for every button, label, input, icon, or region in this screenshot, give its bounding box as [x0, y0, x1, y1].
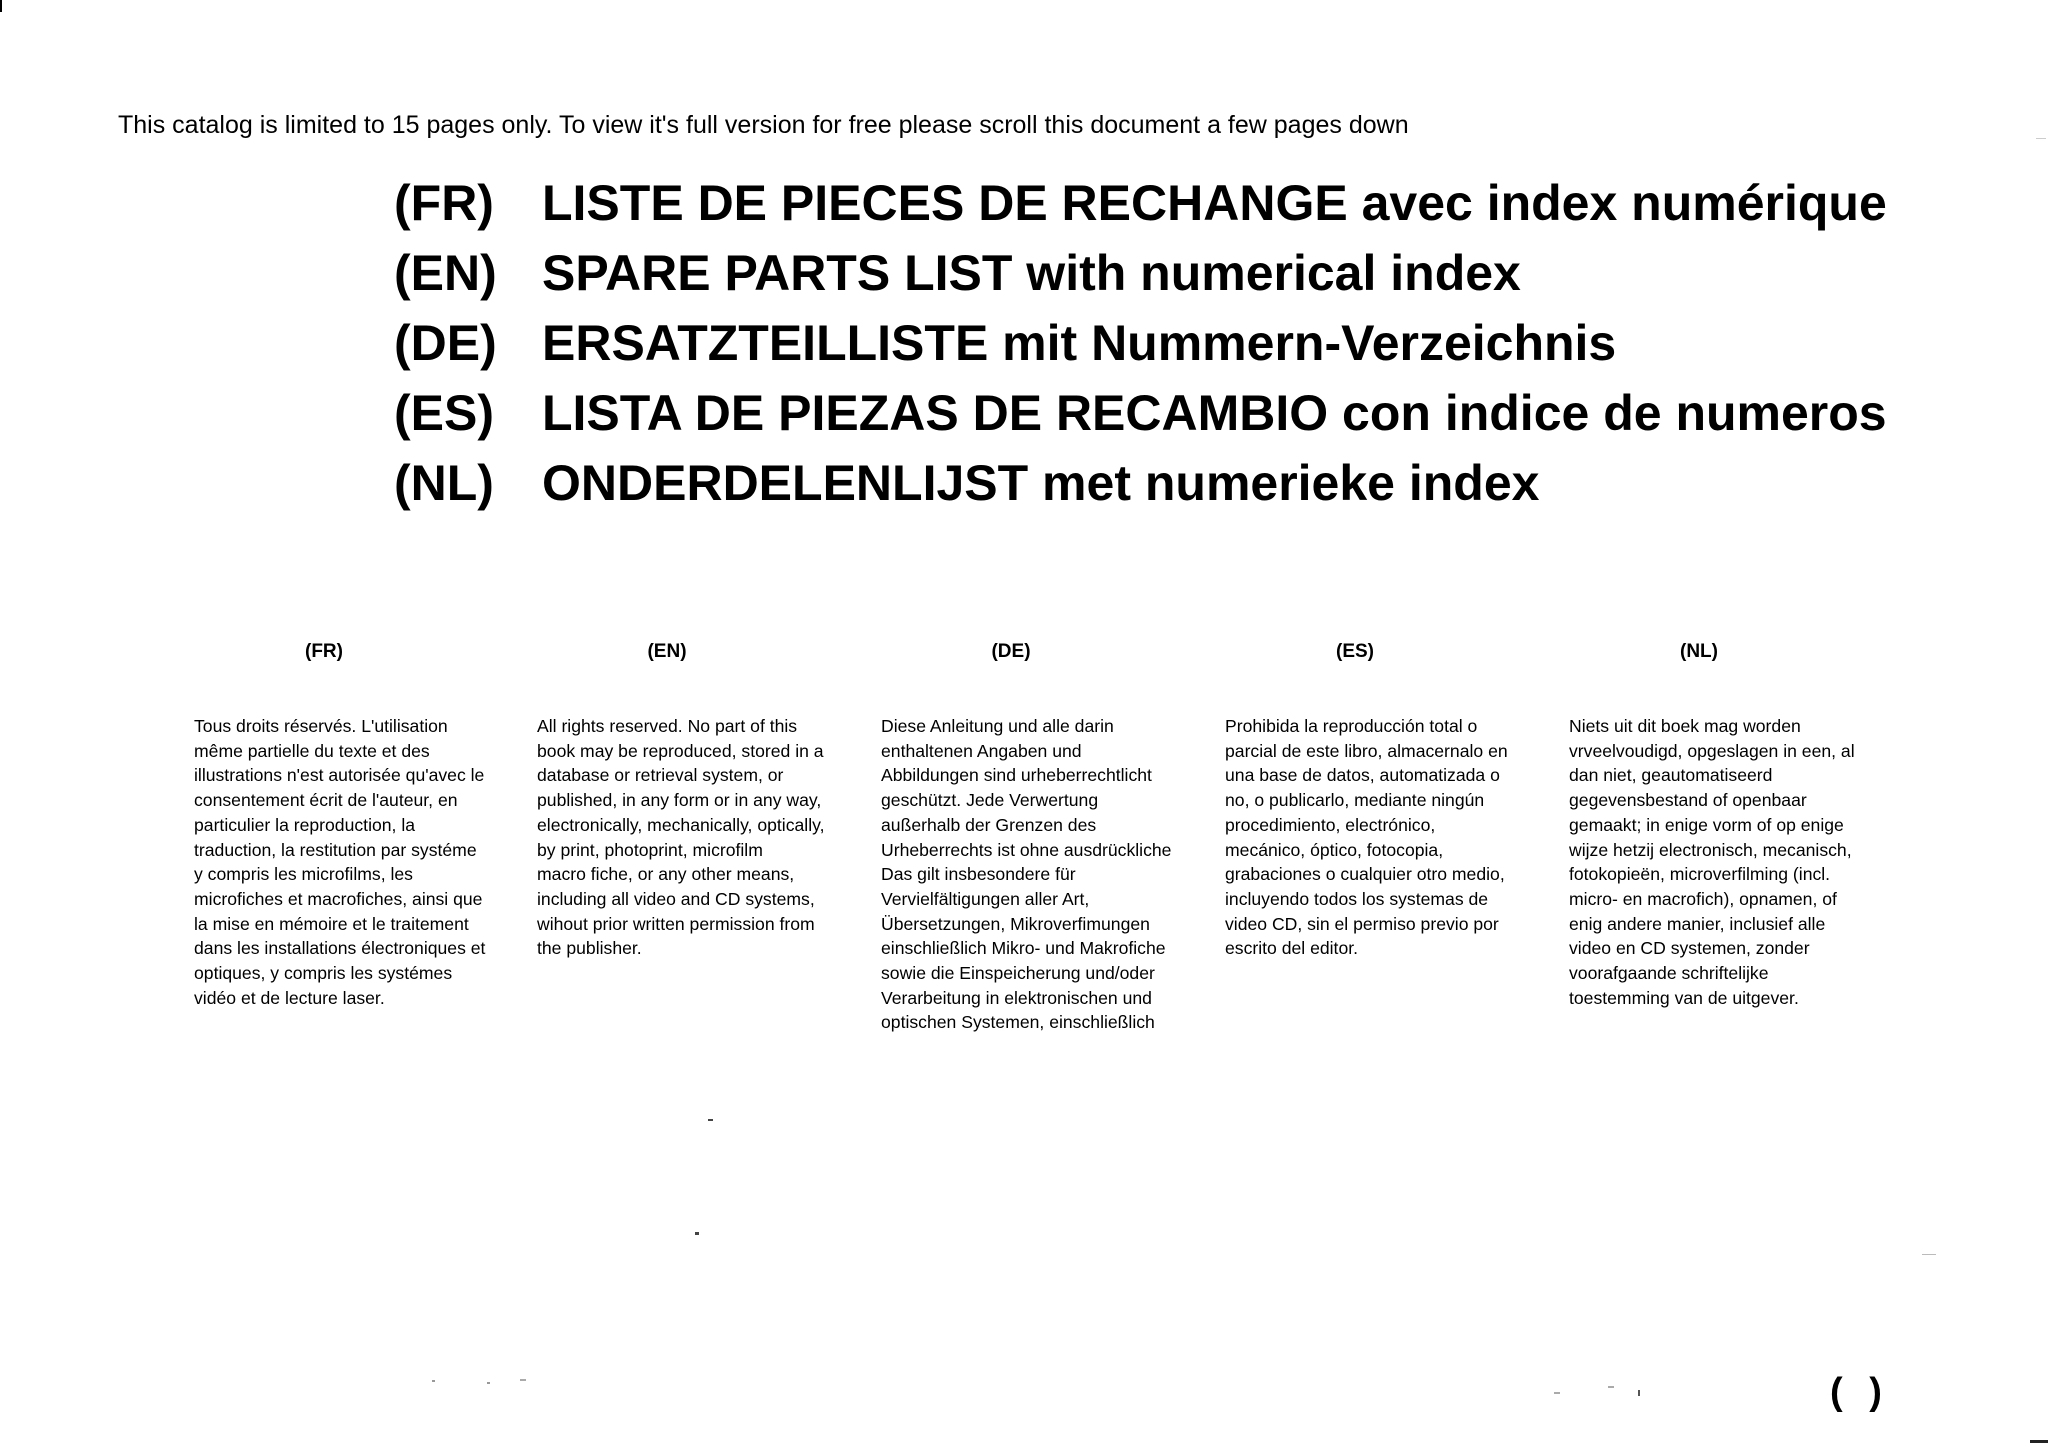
title-language-code: (DE)	[394, 315, 497, 371]
title-language-code: (FR)	[394, 175, 494, 231]
title-row-nl	[394, 450, 1994, 520]
column-language-heading: (NL)	[1680, 641, 1718, 662]
copyright-column-nl	[1569, 640, 1889, 1010]
title-text: ERSATZTEILLISTE mit Nummern-Verzeichnis	[542, 315, 1617, 371]
column-language-heading: (EN)	[647, 641, 687, 662]
column-language-heading: (FR)	[305, 641, 343, 662]
title-row-es	[394, 380, 1994, 450]
scan-speck	[432, 1380, 435, 1382]
scan-speck	[1608, 1386, 1614, 1388]
scan-speck	[2036, 138, 2046, 139]
title-row-en	[394, 240, 1994, 310]
title-language-code: (NL)	[394, 455, 494, 511]
scan-speck	[708, 1119, 713, 1121]
scan-speck	[1638, 1390, 1640, 1396]
scan-speck	[1922, 1254, 1936, 1255]
title-row-fr	[394, 170, 1994, 240]
copyright-text: Diese Anleitung und alle darin enthaltenen Angaben und Abbildungen sind urheberrechtlicht geschützt. Jede Verwertung außerhalb der Grenzen des Urheberrechts ist ohne ausdrückliche Das gilt insbesondere für Vervielfältigungen aller Art, Übersetzungen, Mikroverfimungen einschließlich Mikro- und Makrofiche sowie die Einspeicherung und/oder Verarbeitung in elektronischen und optischen Systemen, einschließlich	[881, 716, 1172, 1033]
column-language-heading: (ES)	[1336, 641, 1374, 662]
copyright-column-de	[881, 640, 1201, 1035]
copyright-text: All rights reserved. No part of this book may be reproduced, stored in a database or retrieval system, or published, in any form or in any way, electronically, mechanically, optically, by print, photoprint, microfilm macro fiche, or any other means, including all video and CD systems, wihout prior written permission from the publisher.	[537, 716, 825, 959]
scan-speck	[487, 1382, 490, 1384]
copyright-text: Niets uit dit boek mag worden vrveelvoudigd, opgeslagen in een, al dan niet, geautomatiseerd gegevensbestand of openbaar gemaakt; in enige vorm of op enige wijze hetzij electronisch, mecanisch, fotokopieën, microverfilming (incl. micro- en macrofich), opnamen, of enig andere manier, inclusief alle video en CD systemen, zonder voorafgaande schriftelijke toestemming van de uitgever.	[1569, 716, 1855, 1008]
title-text: SPARE PARTS LIST with numerical index	[542, 245, 1521, 301]
title-language-code: (ES)	[394, 385, 494, 441]
copyright-text: Prohibida la reproducción total o parcial de este libro, almacernalo en una base de datos, automatizada o no, o publicarlo, mediante ningún procedimiento, electrónico, mecánico, óptico, fotocopia, grabaciones o cualquier otro medio, incluyendo todos los systemas de video CD, sin el permiso previo por escrito del editor.	[1225, 716, 1508, 959]
column-language-heading: (DE)	[991, 641, 1031, 662]
copyright-column-es	[1225, 640, 1545, 961]
copyright-column-fr	[194, 640, 514, 1010]
title-row-de	[394, 310, 1994, 380]
copyright-columns	[190, 640, 1910, 1060]
copyright-column-en	[537, 640, 857, 961]
scan-speck	[1554, 1392, 1560, 1394]
catalog-limit-notice: This catalog is limited to 15 pages only. To view it's full version for free please scroll this document a few pages down	[118, 111, 1409, 139]
scan-edge-mark	[0, 0, 2, 12]
title-text: ONDERDELENLIJST met numerieke index	[542, 455, 1540, 511]
title-text: LISTA DE PIEZAS DE RECAMBIO con indice de numeros	[542, 385, 1887, 441]
scan-speck	[695, 1232, 699, 1235]
multilingual-title-block	[394, 170, 1994, 520]
scan-speck	[2030, 1440, 2048, 1443]
title-text: LISTE DE PIECES DE RECHANGE avec index numérique	[542, 175, 1887, 231]
page-mark: ( )	[1830, 1371, 1890, 1413]
copyright-text: Tous droits réservés. L'utilisation même partielle du texte et des illustrations n'est autorisée qu'avec le consentement écrit de l'auteur, en particulier la reproduction, la traduction, la restitution par systéme y compris les microfilms, les microfiches et macrofiches, ainsi que la mise en mémoire et le traitement dans les installations électroniques et optiques, y compris les systémes vidéo et de lecture laser.	[194, 716, 486, 1008]
scan-speck	[520, 1379, 526, 1381]
title-language-code: (EN)	[394, 245, 497, 301]
